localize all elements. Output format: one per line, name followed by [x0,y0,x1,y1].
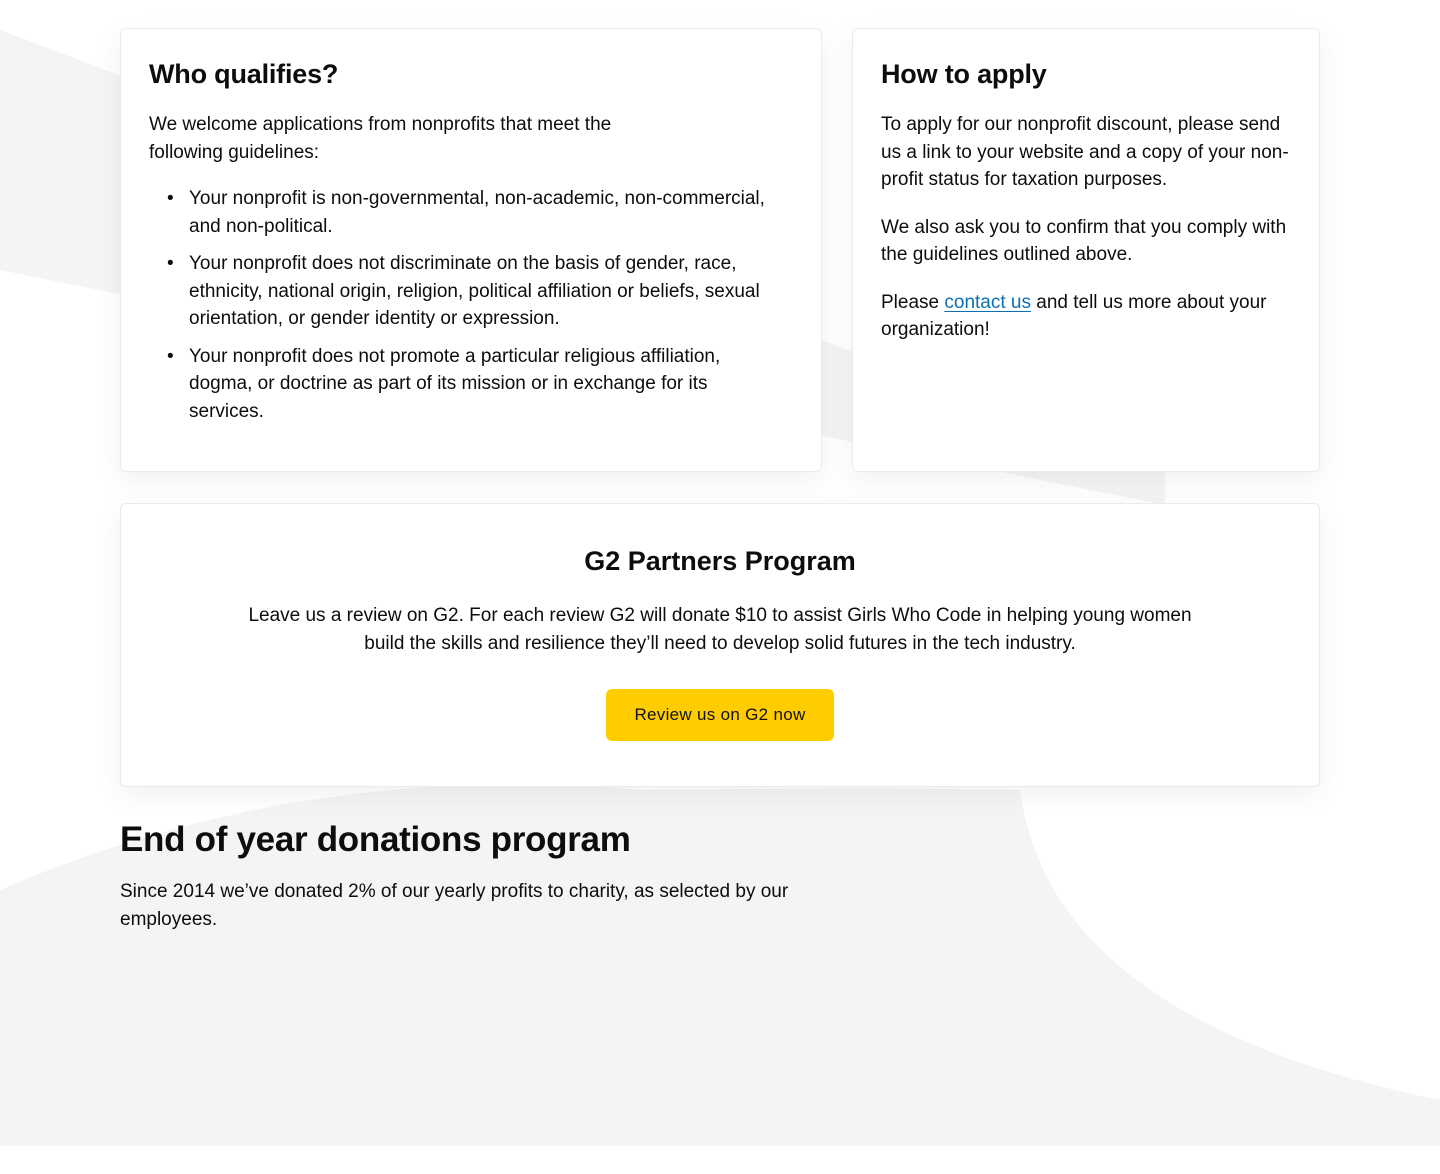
g2-partners-title: G2 Partners Program [584,546,856,576]
apply-contact-suffix: and tell us more about your organization! [881,291,1267,340]
guideline-text: Your nonprofit is non-governmental, non-academic, non-commercial, and non-political. [189,188,765,237]
who-qualifies-card [120,28,822,472]
review-on-g2-button[interactable]: Review us on G2 now [606,689,834,741]
apply-contact-prefix: Please [881,291,945,313]
bullet-icon: • [167,188,174,209]
bullet-icon: • [167,253,174,274]
who-qualifies-intro: We welcome applications from nonprofits that meet the following guidelines: [149,114,612,163]
donations-description: Since 2014 we’ve donated 2% of our yearly profits to charity, as selected by our employees. [120,881,789,930]
apply-instructions: To apply for our nonprofit discount, please send us a link to your website and a copy of your non-profit status for taxation purposes. [881,114,1289,190]
contact-us-link[interactable]: contact us [944,291,1031,313]
guidelines-list [149,185,793,425]
donations-section [120,818,820,933]
donations-title: End of year donations program [120,820,631,859]
guideline-item [167,250,784,333]
guideline-text: Your nonprofit does not discriminate on the basis of gender, race, ethnicity, national origin, religion, political affiliation or beliefs, sexual orientation, or gender identity or expression. [189,253,760,329]
g2-partners-card [120,503,1320,787]
how-to-apply-title: How to apply [881,59,1047,89]
bullet-icon: • [167,345,174,367]
apply-confirmation: We also ask you to confirm that you comply with the guidelines outlined above. [881,216,1287,265]
guideline-item [167,343,784,426]
page-bottom-strip [0,1146,1440,1174]
guideline-item [167,185,784,240]
g2-partners-description: Leave us a review on G2. For each review G2 will donate $10 to assist Girls Who Code in helping young women build the skills and resilience they’ll need to develop solid futures in the tech industry. [248,605,1192,654]
who-qualifies-title: Who qualifies? [149,59,339,89]
how-to-apply-card [852,28,1320,472]
apply-contact-text [881,289,1291,344]
guideline-text: Your nonprofit does not promote a particular religious affiliation, dogma, or doctrine as part of its mission or in exchange for its services. [189,345,721,422]
